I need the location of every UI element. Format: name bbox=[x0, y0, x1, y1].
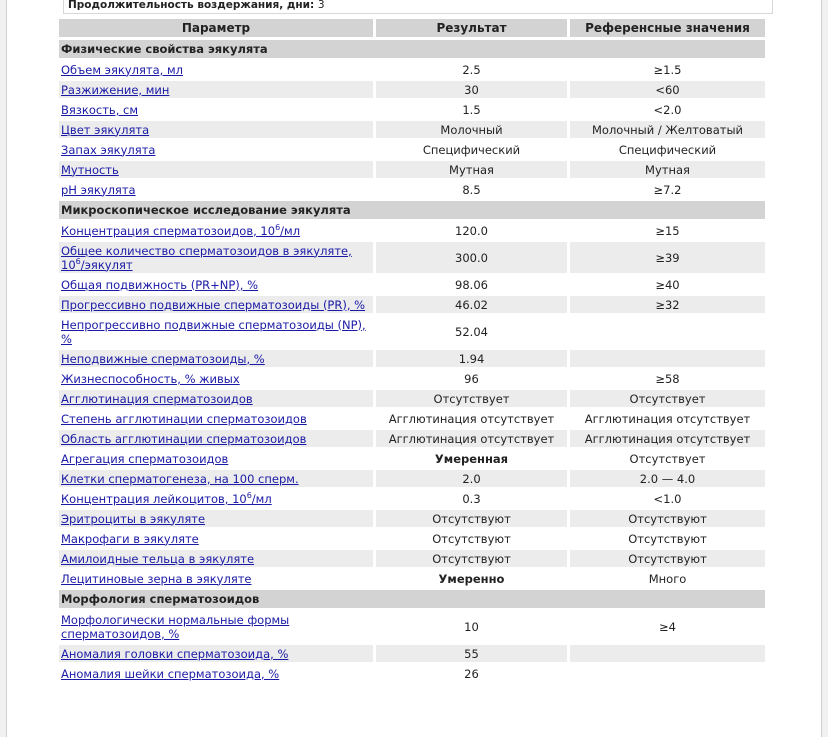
param-link[interactable] bbox=[61, 452, 228, 466]
reference-cell: ≥39 bbox=[570, 242, 765, 273]
reference-cell: Отсутствует bbox=[629, 451, 706, 466]
table-row bbox=[59, 276, 765, 293]
reference-cell: <60 bbox=[570, 81, 765, 98]
table-row bbox=[59, 611, 765, 642]
table-row bbox=[59, 222, 765, 239]
param-name: Общее количество сперматозоидов в эякуляте, 10 bbox=[61, 243, 352, 272]
reference-cell: ≥15 bbox=[655, 223, 680, 238]
param-cell bbox=[59, 450, 376, 467]
param-cell bbox=[59, 101, 376, 118]
param-link[interactable] bbox=[61, 103, 138, 117]
reference-cell: <2.0 bbox=[653, 102, 682, 117]
results-table bbox=[59, 16, 765, 685]
param-link[interactable] bbox=[61, 412, 307, 426]
result-cell: Умеренная bbox=[376, 450, 570, 467]
param-link[interactable] bbox=[61, 63, 183, 77]
reference-cell: Много bbox=[648, 571, 687, 586]
table-row bbox=[59, 665, 765, 682]
section-title: Микроскопическое исследование эякулята bbox=[59, 201, 765, 219]
param-cell bbox=[59, 430, 376, 447]
param-cell bbox=[59, 161, 376, 178]
table-row bbox=[59, 316, 765, 347]
result-cell: 8.5 bbox=[376, 181, 570, 198]
param-link[interactable] bbox=[61, 352, 265, 366]
param-cell bbox=[59, 390, 376, 407]
param-cell bbox=[59, 410, 376, 427]
reference-cell: <1.0 bbox=[653, 491, 682, 506]
result-cell: Отсутствуют bbox=[376, 510, 570, 527]
param-link[interactable] bbox=[61, 244, 352, 272]
reference-cell: 2.0 — 4.0 bbox=[570, 470, 765, 487]
table-row bbox=[59, 61, 765, 78]
param-link[interactable] bbox=[61, 613, 289, 641]
param-link[interactable] bbox=[61, 143, 155, 157]
result-cell: 55 bbox=[376, 645, 570, 662]
table-row bbox=[59, 181, 765, 198]
param-name: Общая подвижность (PR+NP), % bbox=[61, 277, 259, 292]
reference-cell: Мутная bbox=[570, 161, 765, 178]
param-link[interactable] bbox=[61, 83, 169, 97]
abstinence-line bbox=[63, 0, 773, 14]
result-cell: Отсутствуют bbox=[376, 530, 570, 547]
param-exponent: 6 bbox=[275, 222, 281, 232]
param-cell bbox=[59, 490, 376, 507]
result-cell: 0.3 bbox=[376, 490, 570, 507]
table-row bbox=[59, 450, 765, 467]
param-link[interactable] bbox=[61, 532, 199, 546]
param-link[interactable] bbox=[61, 472, 299, 486]
param-link[interactable] bbox=[61, 163, 119, 177]
param-name: Жизнеспособность, % живых bbox=[61, 371, 240, 386]
reference-cell: ≥32 bbox=[570, 296, 765, 313]
table-row bbox=[59, 161, 765, 178]
param-name: Область агглютинации сперматозоидов bbox=[61, 431, 307, 446]
result-cell: Специфический bbox=[376, 141, 570, 158]
param-cell bbox=[59, 370, 376, 387]
param-name: Цвет эякулята bbox=[61, 122, 150, 137]
param-link[interactable] bbox=[61, 183, 136, 197]
param-unit: /мл bbox=[251, 491, 272, 506]
param-link[interactable] bbox=[61, 667, 279, 681]
table-row bbox=[59, 242, 765, 273]
param-cell bbox=[59, 141, 376, 158]
reference-cell: ≥7.2 bbox=[653, 182, 682, 197]
table-row bbox=[59, 121, 765, 138]
param-name: Агглютинация сперматозоидов bbox=[61, 391, 253, 406]
param-name: Прогрессивно подвижные сперматозоиды (PR), % bbox=[61, 297, 366, 312]
param-cell bbox=[59, 222, 376, 239]
table-row bbox=[59, 530, 765, 547]
result-cell: Мутная bbox=[376, 161, 570, 178]
result-cell: Молочный bbox=[376, 121, 570, 138]
reference-cell bbox=[570, 316, 765, 347]
table-row bbox=[59, 410, 765, 427]
result-cell: 46.02 bbox=[376, 296, 570, 313]
result-cell: 52.04 bbox=[376, 316, 570, 347]
param-link[interactable] bbox=[61, 392, 253, 406]
param-link[interactable] bbox=[61, 224, 300, 238]
reference-cell: Отсутствуют bbox=[570, 550, 765, 567]
param-cell bbox=[59, 316, 376, 347]
reference-cell: ≥4 bbox=[659, 619, 676, 634]
param-name: Аномалия головки сперматозоида, % bbox=[61, 646, 289, 661]
param-unit: /эякулят bbox=[80, 257, 133, 272]
param-cell bbox=[59, 550, 376, 567]
table-row bbox=[59, 470, 765, 487]
param-cell bbox=[59, 181, 376, 198]
reference-cell bbox=[570, 665, 765, 682]
header-result: Результат bbox=[376, 19, 570, 37]
param-link[interactable] bbox=[61, 298, 365, 312]
param-cell bbox=[59, 570, 376, 587]
table-row bbox=[59, 645, 765, 662]
result-cell: 1.5 bbox=[376, 101, 570, 118]
param-name: Концентрация сперматозоидов, 10 bbox=[61, 223, 276, 238]
param-name: Агрегация сперматозоидов bbox=[61, 451, 229, 466]
table-row bbox=[59, 370, 765, 387]
result-cell: 2.5 bbox=[376, 61, 570, 78]
section-row bbox=[59, 40, 765, 58]
param-cell bbox=[59, 242, 376, 273]
param-name: Макрофаги в эякуляте bbox=[61, 531, 199, 546]
param-cell bbox=[59, 121, 376, 138]
param-name: Концентрация лейкоцитов, 10 bbox=[61, 491, 247, 506]
param-name: Аномалия шейки сперматозоида, % bbox=[61, 666, 280, 681]
param-name: Объем эякулята, мл bbox=[61, 62, 184, 77]
param-name: pH эякулята bbox=[61, 182, 136, 197]
result-cell: 10 bbox=[376, 611, 570, 642]
param-link[interactable] bbox=[61, 492, 272, 506]
section-row bbox=[59, 590, 765, 608]
table-row bbox=[59, 550, 765, 567]
reference-cell bbox=[570, 350, 765, 367]
table-header-row bbox=[59, 19, 765, 37]
param-link[interactable] bbox=[61, 318, 366, 346]
abstinence-label: Продолжительность воздержания, дни: bbox=[68, 0, 315, 11]
param-cell bbox=[59, 645, 376, 662]
param-exponent: 6 bbox=[246, 490, 252, 500]
param-name: Непрогрессивно подвижные сперматозоиды (NP), % bbox=[61, 317, 366, 346]
param-cell bbox=[59, 510, 376, 527]
result-cell: Отсутствуют bbox=[376, 550, 570, 567]
result-cell: 2.0 bbox=[376, 470, 570, 487]
header-param: Параметр bbox=[59, 19, 376, 37]
header-ref: Референсные значения bbox=[570, 19, 765, 37]
param-name: Неподвижные сперматозоиды, % bbox=[61, 351, 265, 366]
param-link[interactable] bbox=[61, 512, 205, 526]
table-row bbox=[59, 296, 765, 313]
param-link[interactable] bbox=[61, 372, 240, 386]
table-row bbox=[59, 101, 765, 118]
param-name: Эритроциты в эякуляте bbox=[61, 511, 206, 526]
table-row bbox=[59, 350, 765, 367]
reference-cell: Агглютинация отсутствует bbox=[584, 411, 751, 426]
result-cell: 120.0 bbox=[376, 222, 570, 239]
reference-cell: Отсутствует bbox=[570, 390, 765, 407]
result-cell: 300.0 bbox=[376, 242, 570, 273]
reference-cell: ≥1.5 bbox=[653, 62, 682, 77]
table-row bbox=[59, 141, 765, 158]
param-cell bbox=[59, 296, 376, 313]
result-cell: Умеренно bbox=[376, 570, 570, 587]
result-cell: 1.94 bbox=[376, 350, 570, 367]
table-row bbox=[59, 510, 765, 527]
reference-cell: Молочный / Желтоватый bbox=[570, 121, 765, 138]
result-cell: Отсутствует bbox=[376, 390, 570, 407]
param-name: Вязкость, см bbox=[61, 102, 139, 117]
param-name: Запах эякулята bbox=[61, 142, 156, 157]
param-cell bbox=[59, 61, 376, 78]
result-cell: Агглютинация отсутствует bbox=[376, 430, 570, 447]
reference-cell: Специфический bbox=[618, 142, 717, 157]
reference-cell: Отсутствуют bbox=[570, 510, 765, 527]
param-link[interactable] bbox=[61, 572, 252, 586]
param-cell bbox=[59, 665, 376, 682]
result-cell: 30 bbox=[376, 81, 570, 98]
result-cell: Агглютинация отсутствует bbox=[376, 410, 570, 427]
param-link[interactable] bbox=[61, 647, 288, 661]
param-cell bbox=[59, 530, 376, 547]
param-exponent: 6 bbox=[75, 256, 81, 266]
reference-cell: Агглютинация отсутствует bbox=[570, 430, 765, 447]
param-cell bbox=[59, 470, 376, 487]
param-name: Клетки сперматогенеза, на 100 сперм. bbox=[61, 471, 299, 486]
section-title: Морфология сперматозоидов bbox=[59, 590, 765, 608]
param-name: Лецитиновые зерна в эякуляте bbox=[61, 571, 252, 586]
param-name: Мутность bbox=[61, 162, 119, 177]
param-cell bbox=[59, 81, 376, 98]
table-row bbox=[59, 81, 765, 98]
param-unit: /мл bbox=[280, 223, 301, 238]
table-row bbox=[59, 490, 765, 507]
param-name: Степень агглютинации сперматозоидов bbox=[61, 411, 307, 426]
reference-cell: ≥40 bbox=[655, 277, 680, 292]
param-link[interactable] bbox=[61, 123, 149, 137]
table-row bbox=[59, 570, 765, 587]
param-name: Амилоидные тельца в эякуляте bbox=[61, 551, 255, 566]
table-row bbox=[59, 390, 765, 407]
param-link[interactable] bbox=[61, 432, 306, 446]
param-link[interactable] bbox=[61, 278, 258, 292]
param-name: Разжижение, мин bbox=[61, 82, 170, 97]
reference-cell: Отсутствуют bbox=[628, 531, 707, 546]
section-title: Физические свойства эякулята bbox=[59, 40, 765, 58]
param-cell bbox=[59, 276, 376, 293]
result-cell: 26 bbox=[376, 665, 570, 682]
abstinence-value: 3 bbox=[317, 0, 325, 11]
reference-cell bbox=[570, 645, 765, 662]
param-cell bbox=[59, 350, 376, 367]
table-row bbox=[59, 430, 765, 447]
param-name: Морфологически нормальные формы сперматозоидов, % bbox=[61, 612, 290, 641]
param-link[interactable] bbox=[61, 552, 254, 566]
section-row bbox=[59, 201, 765, 219]
reference-cell: ≥58 bbox=[655, 371, 680, 386]
param-cell bbox=[59, 611, 376, 642]
result-cell: 98.06 bbox=[376, 276, 570, 293]
result-cell: 96 bbox=[376, 370, 570, 387]
